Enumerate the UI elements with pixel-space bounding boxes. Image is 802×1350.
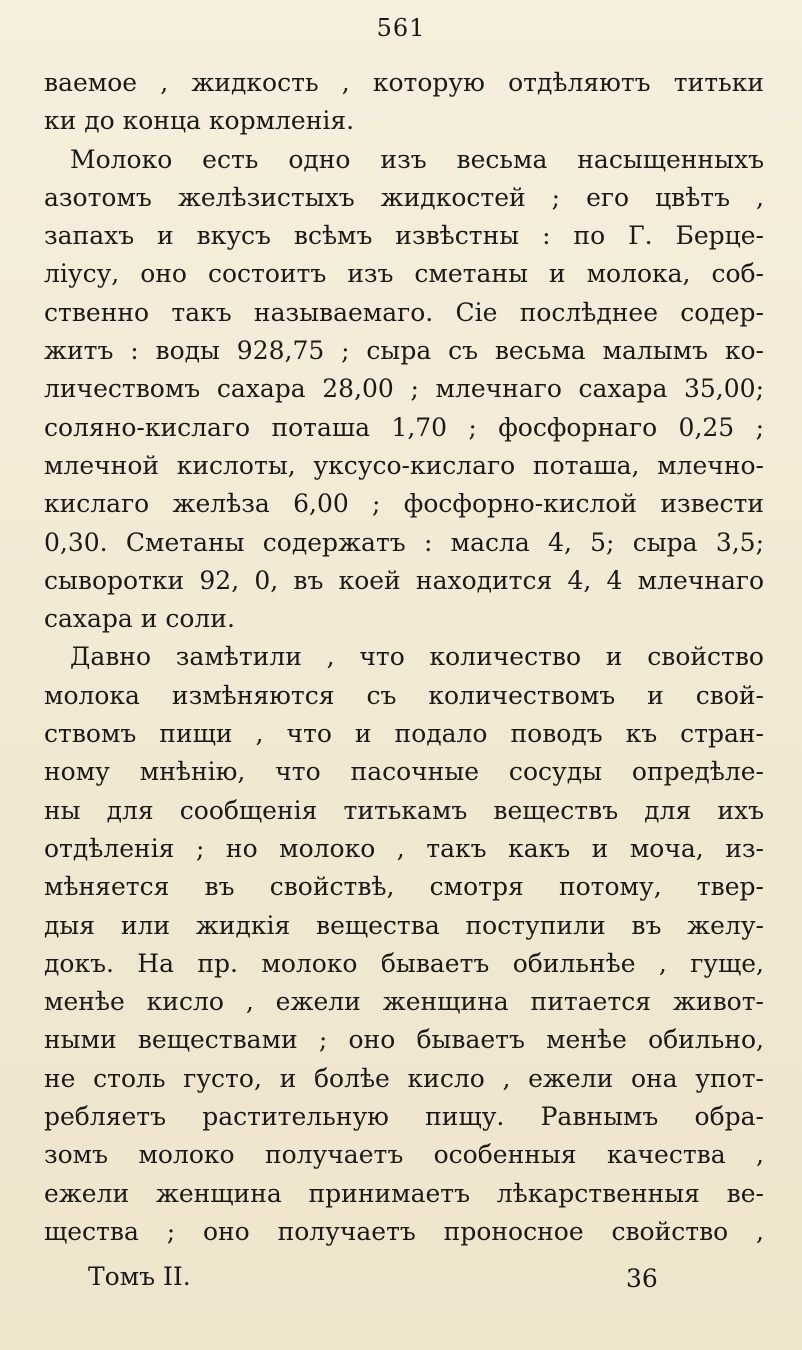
text-line: докъ. На пр. молоко бываетъ обильнѣе , гуще, [44,948,764,978]
text-line: 0,30. Сметаны содержатъ : масла 4, 5; сыра 3,5; [44,527,764,557]
text-line: запахъ и вкусъ всѣмъ извѣстны : по Г. Берце- [44,221,764,251]
text-line: молока измѣняются съ количествомъ и свой- [44,680,764,710]
page-number: 561 [376,14,426,42]
text-line: соляно-кислаго поташа 1,70 ; фосфорнаго 0,25 ; [44,412,764,442]
text-line: ны для сообщенія титькамъ веществъ для ихъ [44,795,764,825]
text-line: ному мнѣнію, что пасочные сосуды опредѣле- [44,757,764,787]
text-line: личествомъ сахара 28,00 ; млечнаго сахара 35,00; [44,374,764,404]
text-line: не столь густо, и болѣе кисло , ежели она упот- [44,1063,764,1093]
sheet-signature: 36 [626,1264,658,1293]
text-line: Молоко есть одно изъ весьма насыщенныхъ [70,144,764,174]
text-line: ными веществами ; оно бываетъ менѣе обильно, [44,1025,764,1055]
paragraph [44,141,764,639]
page-footer [0,1262,802,1302]
text-line: кислаго желѣза 6,00 ; фосфорно-кислой извести [44,489,764,519]
text-line: щества ; оно получаетъ проносное свойство , [44,1216,764,1246]
text-line: ребляетъ растительную пищу. Равнымъ обра- [44,1102,764,1132]
body-text [44,64,764,1251]
text-line: сахара и соли. [44,604,235,634]
text-line: зомъ молоко получаетъ особенныя качества , [44,1140,764,1170]
text-line: ствомъ пищи , что и подало поводъ къ стран- [44,719,764,749]
volume-label: Томъ II. [88,1262,191,1291]
paragraph [44,64,764,141]
text-line: ственно такъ называемаго. Сіе послѣднее содер- [44,297,764,327]
text-line: мѣняется въ свойствѣ, смотря потому, твер- [44,872,764,902]
text-line: ваемое , жидкость , которую отдѣляютъ титьки [44,68,764,97]
text-line: сыворотки 92, 0, въ коей находится 4, 4 млечнаго [44,565,764,595]
text-line: млечной кислоты, уксусо-кислаго поташа, млечно- [44,450,764,480]
text-line: ки до конца кормленія. [44,106,355,136]
text-line: менѣе кисло , ежели женщина питается живот- [44,987,764,1017]
text-line: ежели женщина принимаетъ лѣкарственныя ве- [44,1178,764,1208]
text-line: отдѣленія ; но молоко , такъ какъ и моча, из- [44,833,764,863]
text-line: азотомъ желѣзистыхъ жидкостей ; его цвѣтъ , [44,182,764,212]
text-line: Давно замѣтили , что количество и свойство [70,642,764,672]
text-line: ліусу, оно состоитъ изъ сметаны и молока, соб- [44,259,764,289]
text-line: дыя или жидкія вещества поступили въ желу- [44,910,764,940]
paragraph [44,638,764,1251]
text-line: житъ : воды 928,75 ; сыра съ весьма малымъ ко- [44,336,764,366]
